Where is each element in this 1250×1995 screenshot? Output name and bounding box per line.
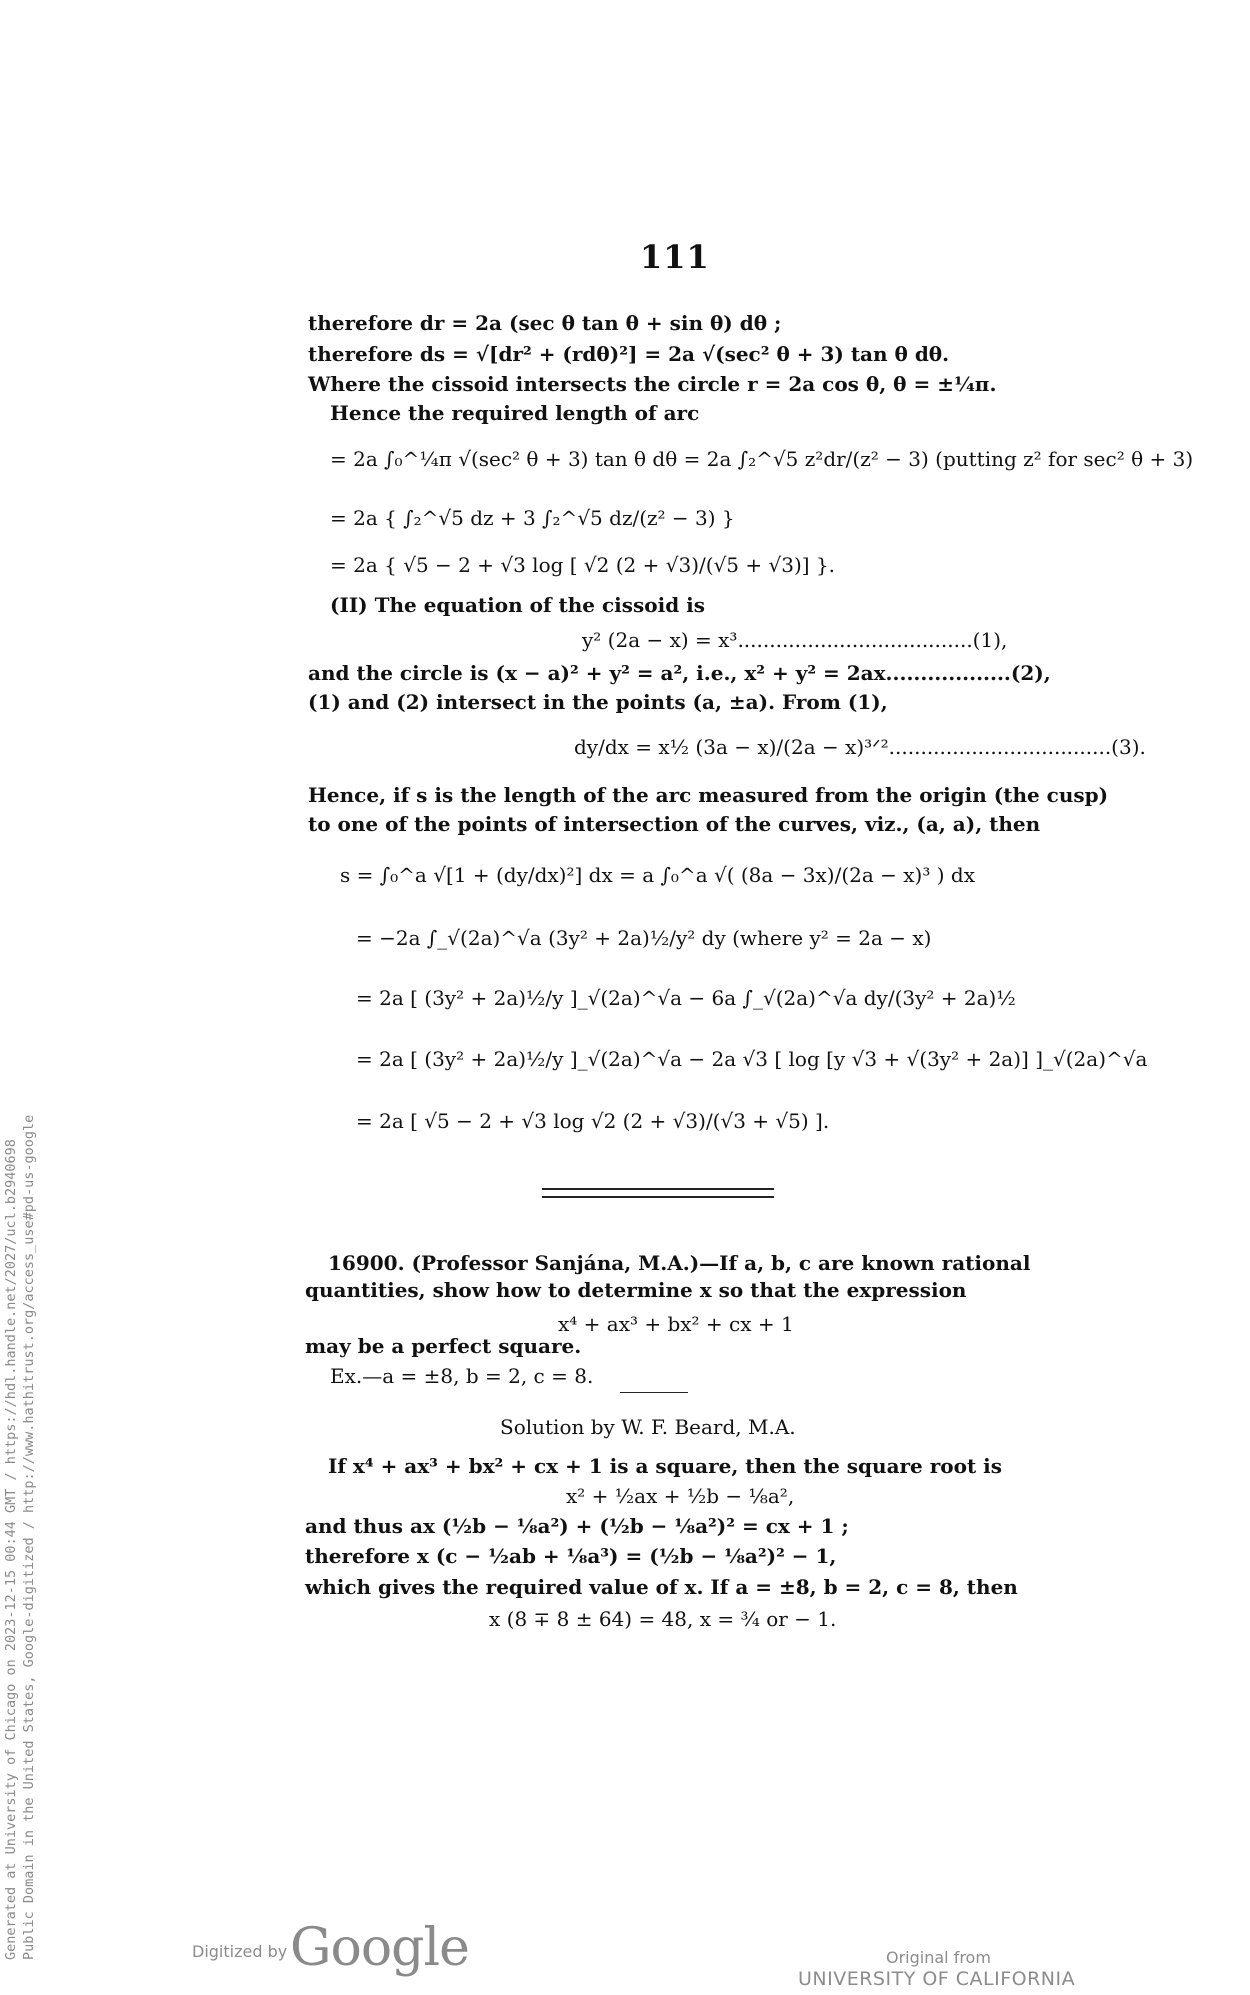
short-divider [620, 1392, 688, 1393]
hathitrust-side-notice [2, 1115, 38, 1960]
text-line: and the circle is (x − a)² + y² = a², i.e., x² + y² = 2ax..................(2), [308, 661, 1051, 685]
text-line: y² (2a − x) = x³.....................................(1), [582, 628, 1008, 652]
text-line: Ex.—a = ±8, b = 2, c = 8. [330, 1364, 594, 1388]
text-line: = 2a [ (3y² + 2a)½/y ]_√(2a)^√a − 2a √3 [ log [y √3 + √(3y² + 2a)] ]_√(2a)^√a [356, 1047, 1148, 1071]
text-line: Solution by W. F. Beard, M.A. [500, 1415, 796, 1439]
text-line: (1) and (2) intersect in the points (a, ±a). From (1), [308, 690, 888, 714]
text-line: = 2a { ∫₂^√5 dz + 3 ∫₂^√5 dz/(z² − 3) } [330, 506, 735, 530]
text-line: (II) The equation of the cissoid is [330, 593, 706, 617]
text-line: dy/dx = x½ (3a − x)/(2a − x)³ᐟ²...................................(3). [574, 735, 1146, 759]
original-from-label: Original from [886, 1948, 991, 1967]
text-line: s = ∫₀^a √[1 + (dy/dx)²] dx = a ∫₀^a √( (8a − 3x)/(2a − x)³ ) dx [340, 863, 975, 887]
google-logo: Google [290, 1918, 469, 1978]
text-line: = −2a ∫_√(2a)^√a (3y² + 2a)½/y² dy (where y² = 2a − x) [356, 926, 932, 950]
section-divider-top [542, 1188, 774, 1190]
text-line: quantities, show how to determine x so that the expression [305, 1278, 967, 1302]
text-line: = 2a ∫₀^¼π √(sec² θ + 3) tan θ dθ = 2a ∫₂^√5 z²dr/(z² − 3) (putting z² for sec² θ + 3) [330, 447, 1194, 471]
side-notice-line-1: Generated at University of Chicago on 2023-12-15 00:44 GMT / https://hdl.handle.net/2027/ucl.b2940698 [3, 1139, 19, 1960]
text-line: If x⁴ + ax³ + bx² + cx + 1 is a square, then the square root is [328, 1454, 1003, 1478]
text-line: Hence the required length of arc [330, 401, 700, 425]
text-line: therefore x (c − ½ab + ⅛a³) = (½b − ⅛a²)² − 1, [305, 1544, 837, 1568]
text-line: x⁴ + ax³ + bx² + cx + 1 [558, 1312, 794, 1336]
text-line: therefore ds = √[dr² + (rdθ)²] = 2a √(sec² θ + 3) tan θ dθ. [308, 342, 950, 366]
text-line: = 2a [ (3y² + 2a)½/y ]_√(2a)^√a − 6a ∫_√(2a)^√a dy/(3y² + 2a)½ [356, 986, 1016, 1010]
text-line: = 2a { √5 − 2 + √3 log [ √2 (2 + √3)/(√5 + √3)] }. [330, 553, 836, 577]
university-label: UNIVERSITY OF CALIFORNIA [798, 1968, 1076, 1990]
page-number: 111 [640, 238, 710, 276]
section-divider-bottom [542, 1196, 774, 1198]
text-line: x² + ½ax + ½b − ⅛a², [566, 1484, 795, 1508]
text-line: may be a perfect square. [305, 1334, 582, 1358]
text-line: to one of the points of intersection of the curves, viz., (a, a), then [308, 812, 1041, 836]
text-line: x (8 ∓ 8 ± 64) = 48, x = ¾ or − 1. [489, 1607, 837, 1631]
text-line: Hence, if s is the length of the arc measured from the origin (the cusp) [308, 783, 1109, 807]
text-line: which gives the required value of x. If a = ±8, b = 2, c = 8, then [305, 1575, 1018, 1599]
text-line: and thus ax (½b − ⅛a²) + (½b − ⅛a²)² = cx + 1 ; [305, 1514, 849, 1538]
text-line: = 2a [ √5 − 2 + √3 log √2 (2 + √3)/(√3 + √5) ]. [356, 1109, 830, 1133]
text-line: therefore dr = 2a (sec θ tan θ + sin θ) dθ ; [308, 311, 782, 335]
text-line: 16900. (Professor Sanjána, M.A.)—If a, b, c are known rational [328, 1251, 1031, 1275]
side-notice-line-2: Public Domain in the United States, Google-digitized / http://www.hathitrust.org/access_use#pd-us-google [21, 1114, 37, 1960]
text-line: Where the cissoid intersects the circle r = 2a cos θ, θ = ±¼π. [308, 372, 997, 396]
digitized-by-label: Digitized by [192, 1942, 288, 1961]
